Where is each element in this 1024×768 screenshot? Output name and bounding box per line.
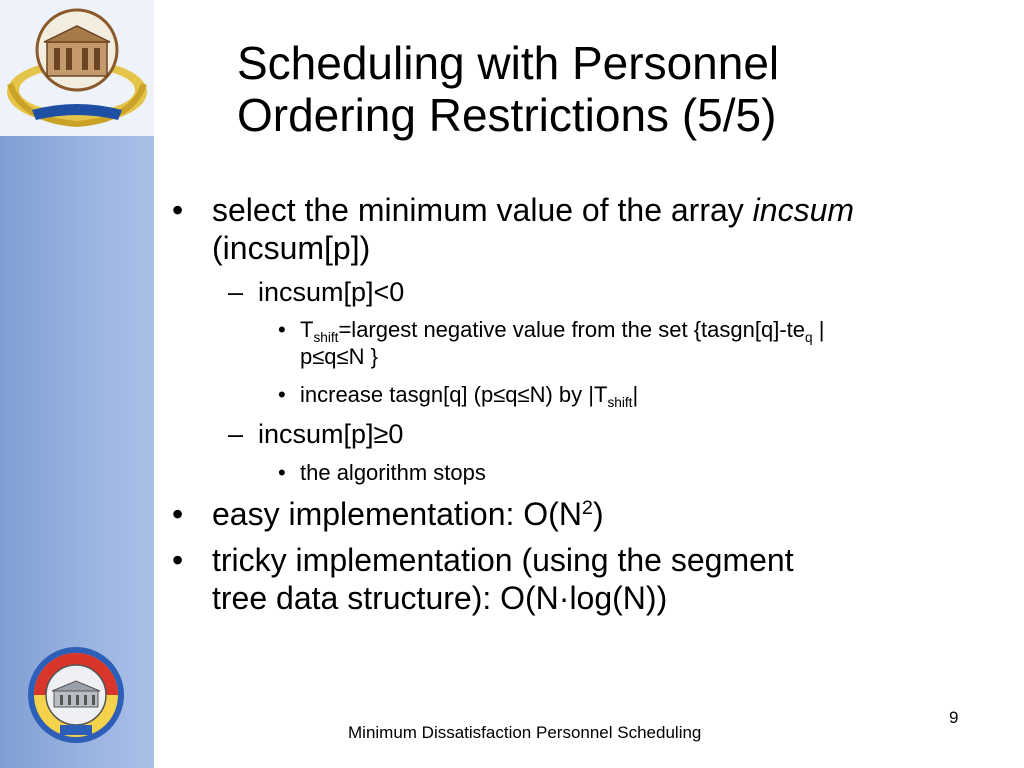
bullet-marker: •	[172, 542, 184, 579]
slide-title	[237, 38, 997, 141]
sub-sub-bullet-stops: • the algorithm stops	[278, 459, 486, 485]
sidebar-logo-panel	[0, 0, 154, 136]
sub-bullet-incsum-nonnegative: – incsum[p]≥0	[228, 419, 404, 450]
title-line-2: Ordering Restrictions (5/5)	[237, 88, 777, 141]
bullet-marker: •	[172, 496, 184, 533]
bullet-tricky-implementation: • tricky implementation (using the segment tree data structure): O(N·log(N))	[172, 542, 794, 616]
italic-incsum: incsum	[752, 192, 855, 228]
dash-marker: –	[228, 276, 244, 307]
slide-content	[168, 192, 1018, 626]
bullet-marker: •	[278, 381, 286, 407]
academia-comerciala-logo-icon	[2, 2, 152, 132]
sub-bullet-incsum-negative: – incsum[p]<0	[228, 276, 405, 307]
page-number: 9	[949, 708, 959, 727]
politehnica-logo-icon	[22, 645, 130, 745]
slide-sidebar	[0, 0, 154, 768]
bullet-marker: •	[172, 192, 184, 228]
bullet-select-minimum: • select the minimum value of the array incsum (incsum[p])	[172, 192, 855, 266]
title-line-1: Scheduling with Personnel	[237, 37, 780, 89]
bullet-marker: •	[278, 316, 286, 342]
bullet-easy-implementation: • easy implementation: $O(N^2)$	[172, 496, 604, 533]
slide-footer: Minimum Dissatisfaction Personnel Scheduling	[348, 723, 702, 742]
bullet-marker: •	[278, 459, 286, 485]
sub-sub-bullet-increase: • increase tasgn[q] (p≤q≤N) by $|T_{shift}|$	[278, 381, 639, 410]
sub-sub-bullet-tshift: • $T_{shift}=largest$ negative value from the set {$tasgn[q]-te_q$ | p≤q≤N }	[278, 316, 825, 370]
dash-marker: –	[228, 419, 244, 450]
